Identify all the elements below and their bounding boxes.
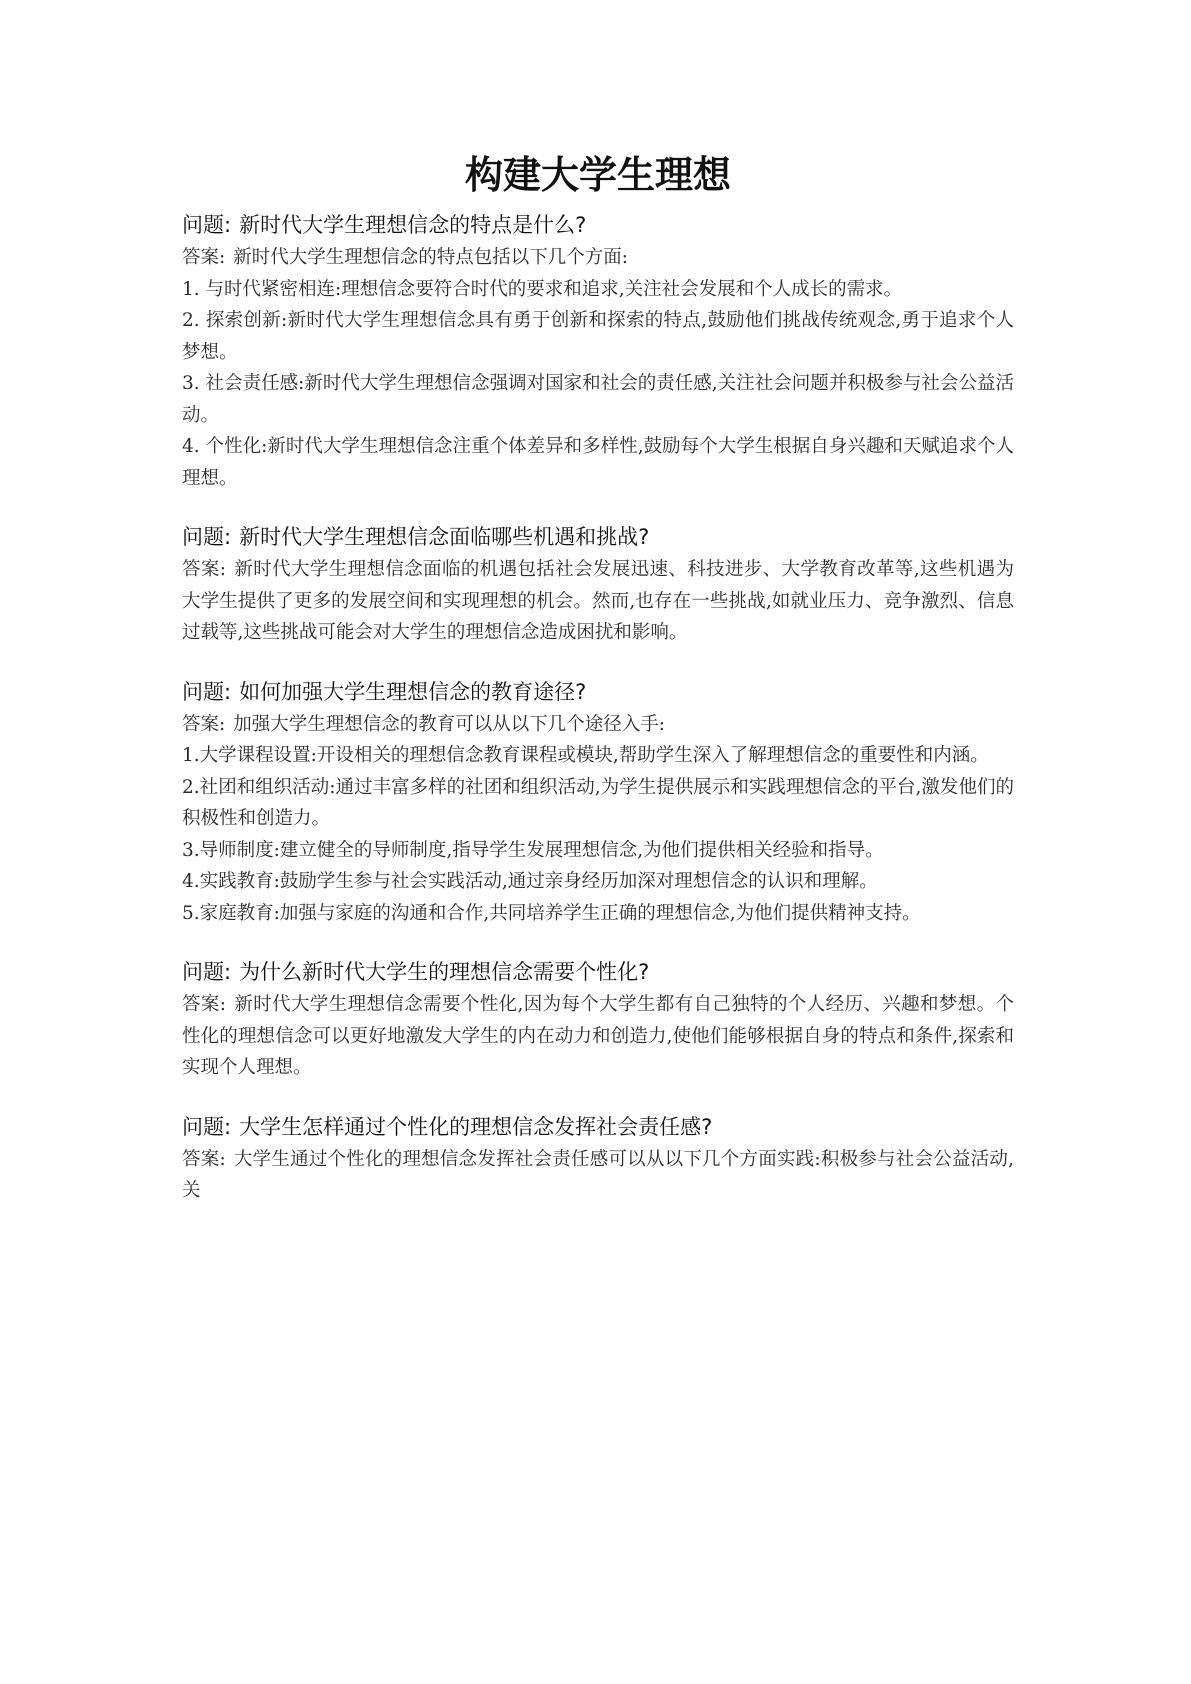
qa-section-3 bbox=[182, 675, 1014, 930]
answer bbox=[182, 989, 1014, 1084]
list-item: 5.家庭教育:加强与家庭的沟通和合作,共同培养学生正确的理想信念,为他们提供精神支持。 bbox=[182, 902, 921, 924]
answer-prefix: 答案: bbox=[182, 994, 226, 1015]
question-prefix: 问题: bbox=[182, 960, 232, 984]
answer bbox=[182, 554, 1014, 649]
answer-list bbox=[182, 740, 1014, 929]
answer-prefix: 答案: bbox=[182, 559, 226, 580]
question-text: 新时代大学生理想信念的特点是什么? bbox=[239, 213, 587, 237]
answer bbox=[182, 709, 1014, 741]
question-text: 大学生怎样通过个性化的理想信念发挥社会责任感? bbox=[239, 1114, 713, 1139]
question-prefix: 问题: bbox=[182, 213, 232, 237]
answer bbox=[182, 242, 1014, 274]
answer-text: 加强大学生理想信念的教育可以从以下几个途径入手: bbox=[233, 713, 665, 735]
question bbox=[182, 520, 1014, 554]
list-item: 4.实践教育:鼓励学生参与社会实践活动,通过亲身经历加深对理想信念的认识和理解。 bbox=[182, 871, 878, 892]
question-text: 为什么新时代大学生的理想信念需要个性化? bbox=[239, 960, 650, 984]
list-item: 4. 个性化:新时代大学生理想信念注重个体差异和多样性,鼓励每个大学生根据自身兴趣和天赋追求个人理想。 bbox=[182, 436, 1014, 489]
qa-section-4 bbox=[182, 955, 1014, 1084]
question bbox=[182, 675, 1014, 709]
question bbox=[182, 208, 1014, 242]
question-text: 如何加强大学生理想信念的教育途径? bbox=[239, 679, 587, 704]
question bbox=[182, 1110, 1014, 1144]
list-item: 1. 与时代紧密相连:理想信念要符合时代的要求和追求,关注社会发展和个人成长的需求。 bbox=[182, 278, 903, 300]
list-item: 3. 社会责任感:新时代大学生理想信念强调对国家和社会的责任感,关注社会问题并积极参与社会公益活动。 bbox=[182, 373, 1014, 426]
qa-section-2 bbox=[182, 520, 1014, 649]
document-title: 构建大学生理想 bbox=[464, 153, 731, 197]
question-prefix: 问题: bbox=[182, 679, 232, 704]
qa-section-5 bbox=[182, 1110, 1014, 1207]
answer-list bbox=[182, 274, 1014, 495]
answer-prefix: 答案: bbox=[182, 713, 226, 735]
list-item: 2. 探索创新:新时代大学生理想信念具有勇于创新和探索的特点,鼓励他们挑战传统观念,勇于追求个人梦想。 bbox=[182, 310, 1014, 363]
question-prefix: 问题: bbox=[182, 1114, 232, 1139]
qa-section-1 bbox=[182, 208, 1014, 494]
answer-text: 新时代大学生理想信念的特点包括以下几个方面: bbox=[233, 247, 628, 268]
question bbox=[182, 955, 1014, 989]
answer-text: 新时代大学生理想信念面临的机遇包括社会发展迅速、科技进步、大学教育改革等,这些机遇为大学生提供了更多的发展空间和实现理想的机会。然而,也存在一些挑战,如就业压力、竞争激烈、信息过载等,这些挑战可能会对大学生的理想信念造成困扰和影响。 bbox=[182, 559, 1014, 643]
document-page bbox=[182, 148, 1014, 1233]
list-item: 1.大学课程设置:开设相关的理想信念教育课程或模块,帮助学生深入了解理想信念的重要性和内涵。 bbox=[182, 745, 989, 766]
answer-prefix: 答案: bbox=[182, 247, 226, 268]
question-prefix: 问题: bbox=[182, 525, 232, 549]
answer-text: 大学生通过个性化的理想信念发挥社会责任感可以从以下几个方面实践:积极参与社会公益活动,关 bbox=[182, 1148, 1014, 1201]
answer bbox=[182, 1144, 1014, 1207]
list-item: 2.社团和组织活动:通过丰富多样的社团和组织活动,为学生提供展示和实践理想信念的平台,激发他们的积极性和创造力。 bbox=[182, 776, 1014, 829]
list-item: 3.导师制度:建立健全的导师制度,指导学生发展理想信念,为他们提供相关经验和指导。 bbox=[182, 839, 884, 861]
question-text: 新时代大学生理想信念面临哪些机遇和挑战? bbox=[239, 525, 650, 549]
answer-text: 新时代大学生理想信念需要个性化,因为每个大学生都有自己独特的个人经历、兴趣和梦想。个性化的理想信念可以更好地激发大学生的内在动力和创造力,使他们能够根据自身的特点和条件,探索和实现个人理想。 bbox=[182, 994, 1014, 1078]
answer-prefix: 答案: bbox=[182, 1148, 226, 1170]
